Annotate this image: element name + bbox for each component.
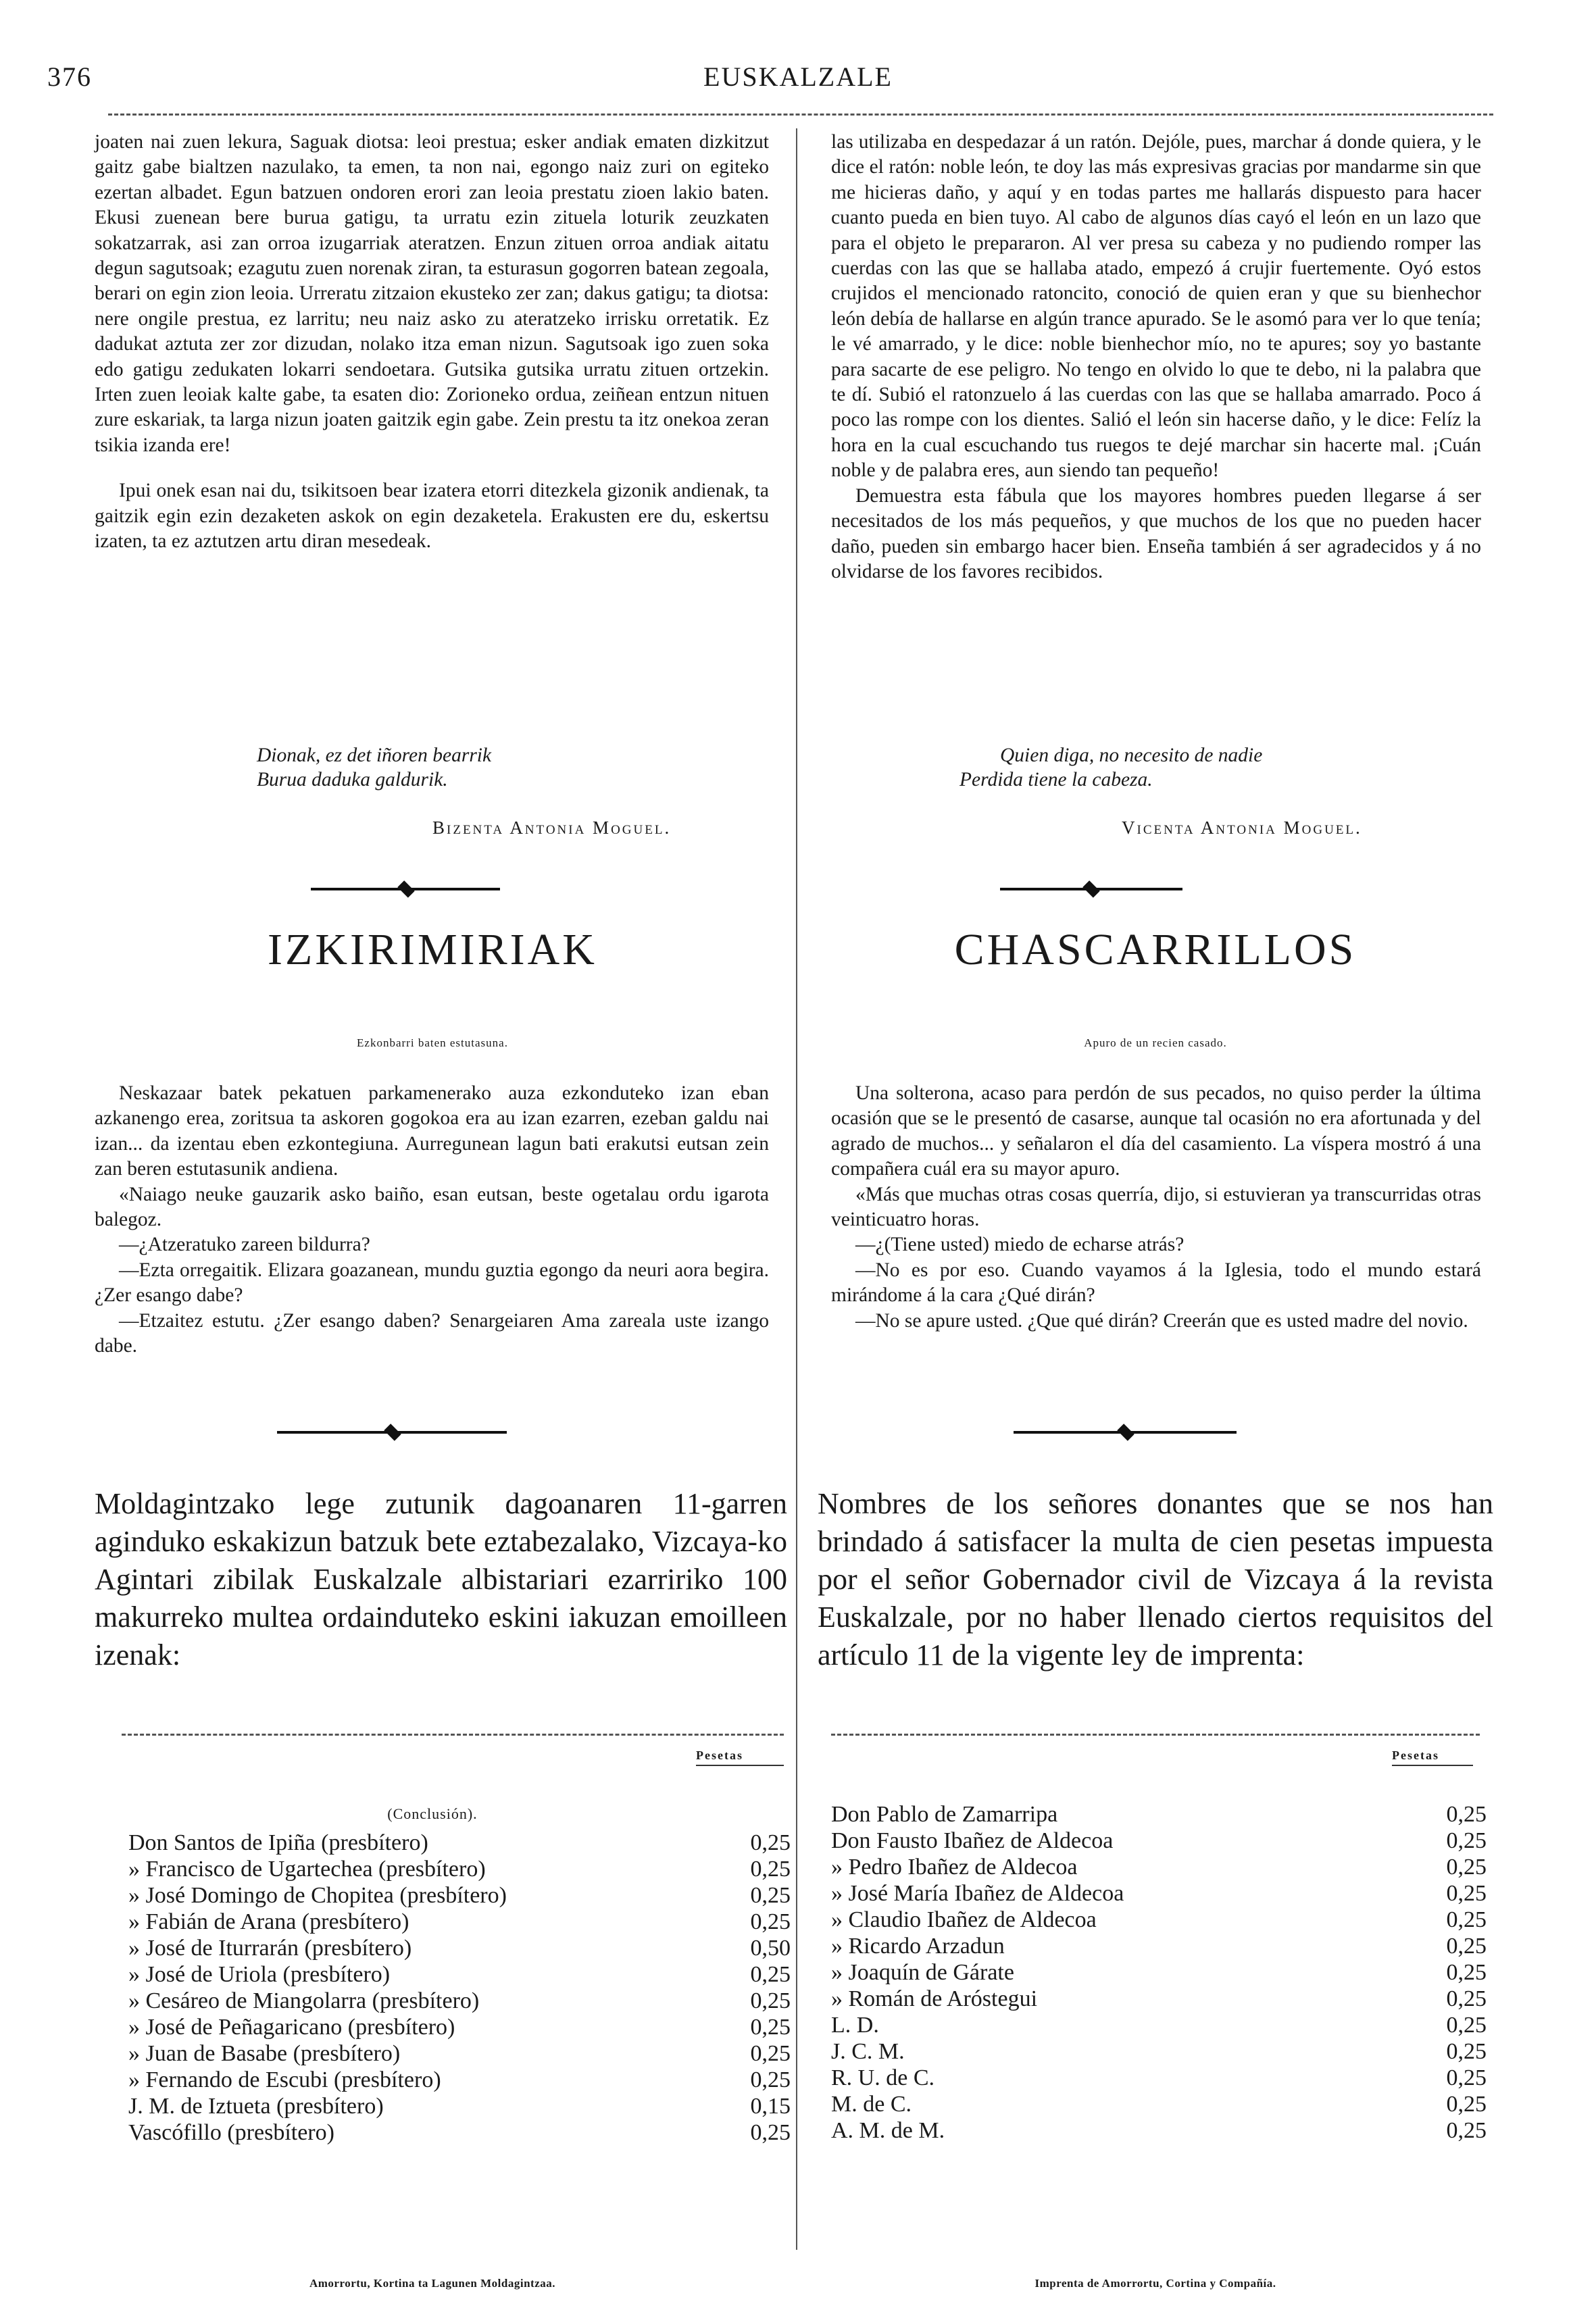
donor-amount: 0,25	[750, 2120, 791, 2145]
ornament-diamond	[1082, 880, 1099, 897]
donor-amount: 0,25	[750, 1883, 791, 1908]
donor-list	[831, 1802, 1487, 2143]
table-rule	[122, 1734, 784, 1736]
donor-name: » Fernando de Escubi (presbítero)	[128, 2067, 441, 2092]
donor-name: Vascófillo (presbítero)	[128, 2120, 334, 2145]
donor-amount: 0,25	[1446, 1855, 1487, 1880]
left-section-title: IZKIRIMIRIAK	[268, 925, 597, 974]
left-signature: Bizenta Antonia Moguel.	[432, 818, 672, 838]
donor-row	[128, 1884, 791, 1908]
donor-name: » Francisco de Ugartechea (presbítero)	[128, 1857, 486, 1882]
donor-amount: 0,25	[1446, 1802, 1487, 1827]
donor-amount: 0,25	[750, 1909, 791, 1934]
left-verse	[257, 743, 662, 792]
donor-amount: 0,25	[1446, 2065, 1487, 2090]
donor-amount: 0,25	[750, 1857, 791, 1882]
donor-name: » José de Peñagaricano (presbítero)	[128, 2015, 455, 2040]
donor-amount: 0,15	[750, 2094, 791, 2119]
anecdote-paragraph: —No es por eso. Cuando vayamos á la Iglesia, todo el mundo estará mirándome á la cara ¿Qué dirán?	[831, 1259, 1481, 1307]
donor-name: » José de Uriola (presbítero)	[128, 1962, 391, 1987]
donor-amount: 0,25	[1446, 1828, 1487, 1853]
anecdote-paragraph: —No se apure usted. ¿Que qué dirán? Creerán que es usted madre del novio.	[855, 1309, 1468, 1332]
donor-row	[831, 1855, 1487, 1880]
header-rule	[108, 114, 1493, 116]
donor-amount: 0,25	[750, 2041, 791, 2066]
donor-amount: 0,25	[1446, 1881, 1487, 1906]
ornament-diamond	[1117, 1424, 1134, 1440]
pesetas-label: Pesetas	[696, 1749, 743, 1762]
conclusion-label: (Conclusión).	[387, 1805, 478, 1822]
donor-name: L. D.	[831, 2013, 879, 2038]
verse-line: Dionak, ez det iñoren bearrik	[257, 745, 492, 766]
donor-row	[831, 1803, 1487, 1827]
donor-amount: 0,25	[1446, 2092, 1487, 2117]
donor-row	[831, 1961, 1487, 1985]
donor-amount: 0,25	[750, 2067, 791, 2092]
donor-name: » Claudio Ibañez de Aldecoa	[831, 1907, 1097, 1932]
verse-line: Quien diga, no necesito de nadie	[1000, 745, 1263, 766]
donor-row	[128, 1989, 791, 2013]
pesetas-label: Pesetas	[1392, 1749, 1439, 1762]
fable-moral: Ipui onek esan nai du, tsikitsoen bear izatera etorri ditezkela gizonik andienak, ta gaitzik egin ezin dezaketen askok on egin dezaketela. Erakusten ere du, eskertsu izaten, ta ez aztutzen artu diran mesedeak.	[95, 480, 769, 553]
donor-row	[831, 1829, 1487, 1853]
anecdote-paragraph: —¿(Tiene usted) miedo de echarse atrás?	[855, 1234, 1184, 1256]
donor-name: R. U. de C.	[831, 2065, 934, 2090]
donor-row	[831, 2013, 1487, 2038]
right-footer: Imprenta de Amorrortu, Cortina y Compañía.	[1034, 2277, 1276, 2290]
anecdote-paragraph: —Etzaitez estutu. ¿Zer esango daben? Senargeiaren Ama zareala uste izango dabe.	[95, 1309, 769, 1357]
donor-row	[831, 2092, 1487, 2117]
donor-amount: 0,25	[1446, 2118, 1487, 2143]
donor-row	[831, 2066, 1487, 2090]
donor-name: » José de Iturrarán (presbítero)	[128, 1936, 412, 1961]
right-section-title: CHASCARRILLOS	[954, 925, 1357, 974]
page-number: 376	[47, 61, 92, 92]
donor-name: A. M. de M.	[831, 2118, 945, 2143]
donor-name: » Juan de Basabe (presbítero)	[128, 2041, 401, 2066]
ornament-diamond	[397, 880, 414, 897]
table-rule	[831, 1734, 1480, 1736]
left-notice	[95, 1485, 787, 1674]
donor-row	[128, 1857, 791, 1882]
right-fable	[831, 130, 1481, 584]
donor-row	[831, 1882, 1487, 1906]
column-divider	[796, 128, 797, 2250]
donor-row	[831, 1987, 1487, 2011]
anecdote-paragraph: «Naiago neuke gauzarik asko baiño, esan eutsan, beste ogetalau ordu igarota balegoz.	[95, 1183, 769, 1231]
anecdote-paragraph: —¿Atzeratuko zareen bildurra?	[119, 1234, 370, 1256]
donor-amount: 0,50	[750, 1936, 791, 1961]
donor-row	[128, 2094, 791, 2119]
notice-paragraph: Nombres de los señores donantes que se nos han brindado á satisfacer la multa de cien pesetas impuesta por el señor Gobernador civil de Vizcaya á la revista Euskalzale, por no haber llenado ciertos requisitos del artículo 11 de la vigente ley de imprenta:	[818, 1487, 1493, 1671]
donor-name: Don Santos de Ipiña (presbítero)	[128, 1830, 428, 1855]
donor-row	[128, 2042, 791, 2066]
left-fable	[95, 130, 769, 555]
donor-row	[128, 2121, 791, 2145]
anecdote-paragraph: —Ezta orregaitik. Elizara goazanean, mundu guztia egongo da neuri aora begira. ¿Zer esango dabe?	[95, 1259, 769, 1307]
verse-line: Perdida tiene la cabeza.	[959, 769, 1153, 790]
ornament-diamond	[384, 1424, 401, 1440]
right-verse	[959, 743, 1365, 792]
donor-list	[128, 1831, 791, 2155]
left-footer: Amorrortu, Kortina ta Lagunen Moldagintzaa.	[309, 2277, 555, 2290]
fable-paragraph: joaten nai zuen lekura, Saguak diotsa: leoi prestua; esker andiak ematen dizkitzut gaitz gabe bialtzen nazulako, ta emen, ta non nai, egongo naiz zuri on egiteko ezertan albadet. Egun batzuen ondoren erori zan leoia prestatu zioen lakio baten. Ekusi zuenean bere burua gatigu, ta urratu ezin zituela loturik zeuzkaten sokatzarrak, asi zan orroa izugarriak ateratzen. Enzun zituen orroa andiak aitatu degun sagutsoak; ezagutu zuen norenak ziran, ta esturasun gogorren batean zegoala, berari on egin zion leoia. Urreratu zitzaion ekusteko zer zan; dakus gatigu; ta diotsa: nere ongile prestua, ez larritu; neu naiz asko zu ateratzeko irrisku orretatik. Ez dadukat aztuta zer zor dizudan, nolako itza eman nizun. Sagutsoak igo zuen soka edo gatigu zedukaten lokarri sendoetara. Gutsika gutsika urratu zituen ortzekin. Irten zuen leoiak kalte gabe, ta esaten dio: Zorioneko ordua, zeiñean entzun nituen zure eskariak, ta larga nizun joaten gaitzik egin gabe. Zein prestu ta itz onekoa zeran tsikia izanda ere!	[95, 131, 769, 456]
donor-row	[831, 2119, 1487, 2143]
anecdote-paragraph: «Más que muchas otras cosas querría, dijo, si estuvieran ya transcurridas otras veinticuatro horas.	[831, 1183, 1481, 1231]
donor-row	[128, 1910, 791, 1934]
donor-row	[831, 1908, 1487, 1932]
anecdote-paragraph: Una solterona, acaso para perdón de sus pecados, no quiso perder la última ocasión que se le presentó de casarse, aunque tal ocasión no era afortunada y del agrado de muchos... y señalaron el día del casamiento. La víspera mostró á una compañera cuál era su mayor apuro.	[831, 1082, 1481, 1180]
right-signature: Vicenta Antonia Moguel.	[1122, 818, 1362, 838]
donor-name: » Ricardo Arzadun	[831, 1934, 1005, 1959]
donor-amount: 0,25	[1446, 2013, 1487, 2038]
donor-row	[831, 2040, 1487, 2064]
pesetas-underline	[1392, 1765, 1473, 1766]
donor-row	[128, 1831, 791, 1855]
fable-paragraph: las utilizaba en despedazar á un ratón. Dejóle, pues, marchar á donde quiera, y le dice el ratón: noble león, te doy las más expresivas gracias por mandarme sin que me hicieras daño, y aquí y en todas partes me hallarás dispuesto para hacer cuanto pueda en bien tuyo. Al cabo de algunos días cayó el león en un lazo que para el objeto le prepararon. Al ver presa su cabeza y no pudiendo romper las cuerdas con las que se hallaba atado, empezó á crujir fuertemente. Oyó estos crujidos el mencionado ratoncito, conoció de quien eran y que su bienhechor león debía de hallarse en algún trance apurado. Se le asomó para ver lo que tenía; le vé amarrado, y le dice: noble bienhechor mío, no te apures; soy yo bastante para sacarte de ese peligro. No tengo en olvido lo que te debo, ni la palabra que te dí. Subió el ratonzuelo á las cuerdas con las que se hallaba amarrado. Poco á poco las rompe con los dientes. Salió el león sin hacerse daño, y le dice: Felíz la hora en la cual escuchando tus ruegos te dejé marchar sin hacerte mal. ¡Cuán noble y de palabra eres, aun siendo tan pequeño!	[831, 131, 1481, 482]
anecdote-paragraph: Neskazaar batek pekatuen parkamenerako auza ezkonduteko izan eban azkanengo erea, zoritsua ta askoren gogokoa era au izan ezarren, ezeban galdu nai izan... da izentau eben ezkontegiuna. Aurregunean lagun bati erakutsi eutsan zein zan beren estutasunik andiena.	[95, 1082, 769, 1180]
donor-name: » José María Ibañez de Aldecoa	[831, 1881, 1124, 1906]
donor-name: M. de C.	[831, 2092, 912, 2117]
left-anecdote	[95, 1081, 769, 1359]
donor-name: » Cesáreo de Miangolarra (presbítero)	[128, 1988, 480, 2013]
verse-line: Burua daduka galdurik.	[257, 769, 448, 790]
donor-name: » Román de Aróstegui	[831, 1986, 1038, 2011]
donor-row	[128, 1936, 791, 1961]
donor-amount: 0,25	[1446, 1907, 1487, 1932]
donor-amount: 0,25	[1446, 1960, 1487, 1985]
donor-amount: 0,25	[1446, 2039, 1487, 2064]
donor-name: » José Domingo de Chopitea (presbítero)	[128, 1883, 507, 1908]
donor-row	[831, 1934, 1487, 1959]
donor-row	[128, 1963, 791, 1987]
donor-name: J. M. de Iztueta (presbítero)	[128, 2094, 384, 2119]
pesetas-underline	[696, 1765, 784, 1766]
donor-amount: 0,25	[750, 2015, 791, 2040]
right-anecdote	[831, 1081, 1481, 1334]
donor-name: » Joaquín de Gárate	[831, 1960, 1014, 1985]
left-section-subtitle: Ezkonbarri baten estutasuna.	[357, 1036, 508, 1049]
donor-amount: 0,25	[1446, 1986, 1487, 2011]
donor-name: » Pedro Ibañez de Aldecoa	[831, 1855, 1078, 1880]
right-notice	[818, 1485, 1493, 1674]
notice-paragraph: Moldagintzako lege zutunik dagoanaren 11-garren aginduko eskakizun batzuk bete eztabezalako, Vizcaya-ko Agintari zibilak Euskalzale albistariari ezarririko 100 makurreko multea ordainduteko eskini iakuzan emoilleen izenak:	[95, 1487, 787, 1671]
donor-amount: 0,25	[1446, 1934, 1487, 1959]
running-title: EUSKALZALE	[703, 61, 893, 92]
donor-name: J. C. M.	[831, 2039, 905, 2064]
donor-row	[128, 2068, 791, 2092]
donor-row	[128, 2015, 791, 2040]
donor-amount: 0,25	[750, 1988, 791, 2013]
right-section-subtitle: Apuro de un recien casado.	[1084, 1036, 1227, 1049]
donor-name: » Fabián de Arana (presbítero)	[128, 1909, 409, 1934]
donor-amount: 0,25	[750, 1962, 791, 1987]
donor-name: Don Fausto Ibañez de Aldecoa	[831, 1828, 1114, 1853]
fable-moral: Demuestra esta fábula que los mayores hombres pueden llegarse á ser necesitados de los más pequeños, y que muchos de los que no pueden hacer daño, pueden sin embargo hacer bien. Enseña también á ser agradecidos y á no olvidarse de los favores recibidos.	[831, 484, 1481, 582]
donor-name: Don Pablo de Zamarripa	[831, 1802, 1058, 1827]
donor-amount: 0,25	[750, 1830, 791, 1855]
